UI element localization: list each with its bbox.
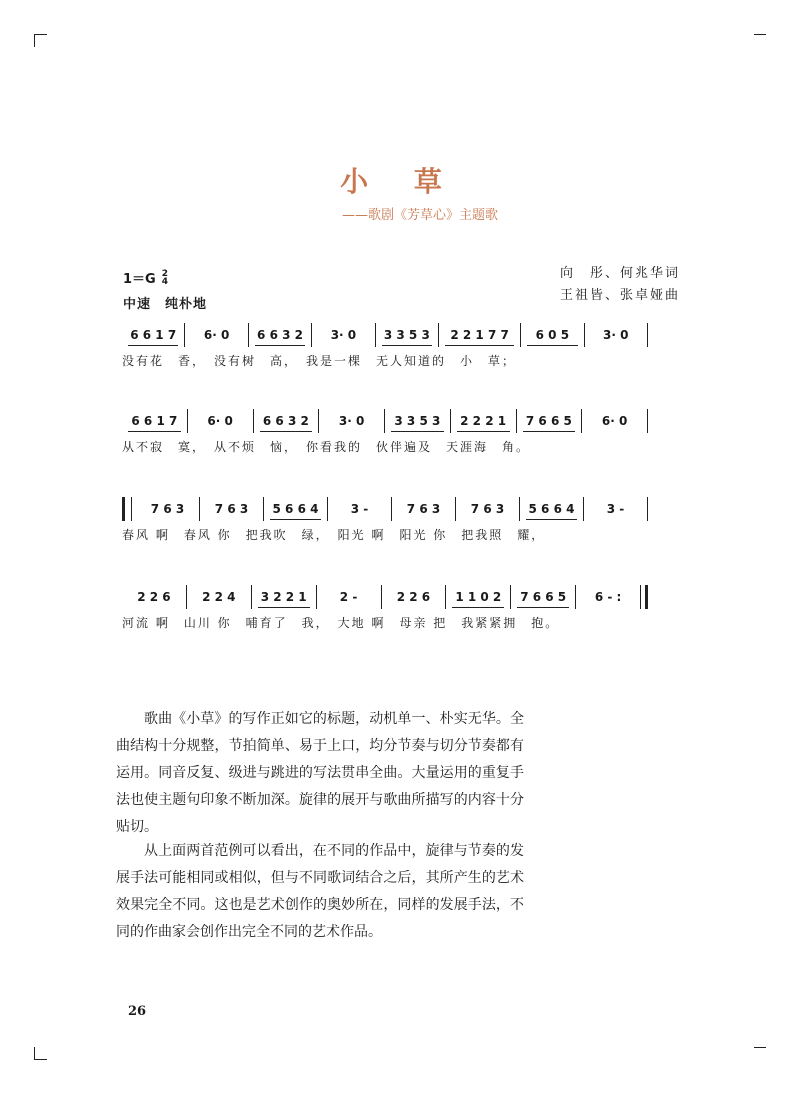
body-paragraph-2: 从上面两首范例可以看出，在不同的作品中，旋律与节奏的发展手法可能相同或相似，但与不同歌词结合之后，其所产生的艺术效果完全不同。这也是艺术创作的奥妙所在，同样的发展手法，不同的作曲家会创作出完全不同的艺术作品。 <box>116 843 524 940</box>
score-notes-row <box>122 584 648 610</box>
measure: 7 6 6 5 <box>511 584 575 610</box>
measure: 6 - : <box>594 590 622 604</box>
body-paragraph-1: 歌曲《小草》的写作正如它的标题，动机单一、朴实无华。全曲结构十分规整，节拍简单、易于上口，均分节奏与切分节奏都有运用。同音反复、级进与跳进的写法贯串全曲。大量运用的重复手法也使主题句印象不断加深。旋律的展开与歌曲所描写的内容十分贴切。 <box>116 711 524 835</box>
final-repeat-barline <box>640 585 648 609</box>
key-text: 1＝G <box>123 272 156 287</box>
measure: 3· 0 <box>603 328 629 342</box>
score-system-2 <box>122 408 648 455</box>
measure: 2 - <box>339 590 358 604</box>
measure: 3 - <box>350 502 369 516</box>
time-signature <box>162 270 168 286</box>
measure: 7 6 3 <box>470 502 505 516</box>
measure: 6 6 1 7 <box>122 322 184 348</box>
barline <box>647 323 648 347</box>
song-subtitle: ——歌剧《芳草心》主题歌 <box>341 208 498 223</box>
measure: 6 0 5 <box>521 322 583 348</box>
measure: 2 2 1 7 7 <box>439 322 520 348</box>
measure: 6 6 3 2 <box>254 408 319 434</box>
measure: 7 6 3 <box>150 502 185 516</box>
page-number: 26 <box>128 1004 147 1019</box>
measure: 3· 0 <box>330 328 357 342</box>
lyrics-line: 春风 啊 春风 你 把我吹 绿， 阳光 啊 阳光 你 把我照 耀， <box>122 528 546 542</box>
song-title: 小 草 <box>340 165 460 198</box>
measure: 7 6 3 <box>406 502 441 516</box>
crop-mark-top-right <box>754 34 766 35</box>
measure: 6· 0 <box>203 328 230 342</box>
measure: 5 6 6 4 <box>520 496 583 522</box>
measure: 6 6 3 2 <box>249 322 311 348</box>
song-credits <box>560 263 680 307</box>
barline <box>647 497 648 521</box>
score-notes-row <box>122 408 648 434</box>
measure: 3· 0 <box>338 414 365 428</box>
song-meta-left <box>123 268 207 312</box>
measure: 7 6 3 <box>214 502 249 516</box>
score-notes-row <box>122 322 648 348</box>
crop-mark-bottom-left <box>34 1047 47 1060</box>
tempo-marking: 中速 纯朴地 <box>123 297 208 312</box>
barline <box>647 409 648 433</box>
measure: 1 1 0 2 <box>446 584 510 610</box>
measure: 6· 0 <box>207 414 233 428</box>
measure: 3 2 2 1 <box>252 584 316 610</box>
measure: 5 6 6 4 <box>264 496 327 522</box>
key-signature <box>123 268 207 287</box>
lyricist-credit: 向 彤、何兆华词 <box>559 266 680 281</box>
repeat-start-barline <box>122 497 132 521</box>
measure: 3 3 5 3 <box>376 322 438 348</box>
score-system-4 <box>122 584 648 631</box>
score-system-3 <box>122 496 648 543</box>
score-notes-row <box>122 496 648 522</box>
measure: 6· 0 <box>601 414 628 428</box>
measure: 6 6 1 7 <box>122 408 187 434</box>
lyrics-line: 没有花 香， 没有树 高， 我是一棵 无人知道的 小 草； <box>122 354 517 368</box>
score-system-1 <box>122 322 648 369</box>
measure: 3 3 5 3 <box>385 408 450 434</box>
time-signature-top: 2 <box>161 268 168 279</box>
measure: 7 6 6 5 <box>517 408 582 434</box>
time-signature-bottom: 4 <box>161 276 168 287</box>
measure: 2 2 6 <box>137 590 171 604</box>
measure: 2 2 4 <box>202 590 236 604</box>
lyrics-line: 河流 啊 山川 你 哺育了 我， 大地 啊 母亲 把 我紧紧拥 抱。 <box>122 616 560 630</box>
crop-mark-top-left <box>34 34 47 47</box>
composer-credit: 王祖皆、张卓娅曲 <box>559 288 680 303</box>
measure: 2 2 2 1 <box>451 408 516 434</box>
measure: 2 2 6 <box>396 590 431 604</box>
crop-mark-bottom-right <box>754 1047 766 1048</box>
measure: 3 - <box>606 502 625 516</box>
lyrics-line: 从不寂 寞， 从不烦 恼， 你看我的 伙伴遍及 天涯海 角。 <box>122 440 531 454</box>
